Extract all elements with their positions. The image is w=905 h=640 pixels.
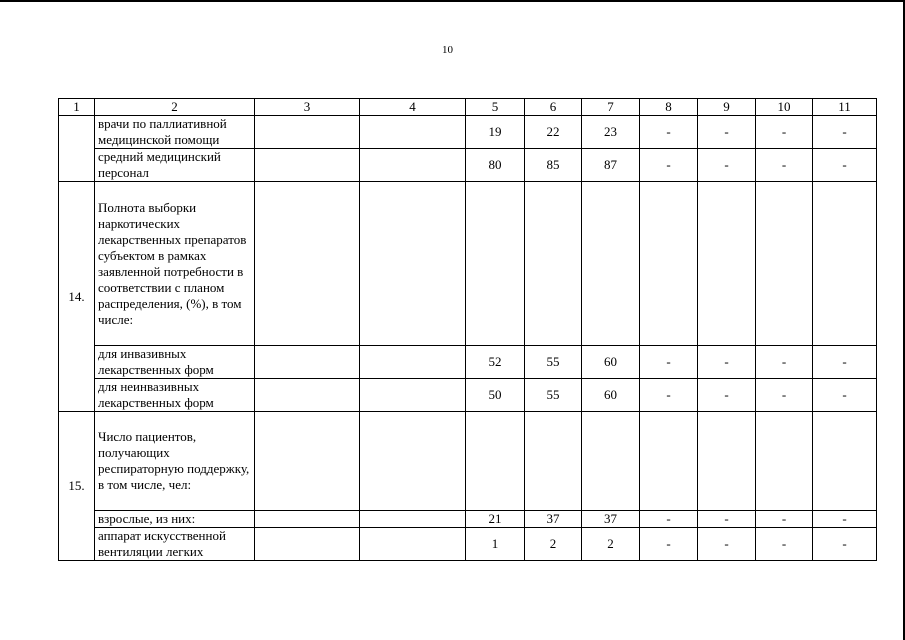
header-cell: 4 <box>360 99 466 116</box>
value-cell: - <box>640 511 698 528</box>
cell <box>813 182 877 346</box>
row-number-cell: 14. <box>59 182 95 412</box>
value-cell: 22 <box>525 116 582 149</box>
cell <box>360 346 466 379</box>
header-cell: 1 <box>59 99 95 116</box>
table-row <box>59 182 877 346</box>
header-cell: 9 <box>698 99 756 116</box>
value-cell: 2 <box>525 528 582 561</box>
cell <box>525 412 582 511</box>
indicator-table <box>58 98 877 561</box>
cell <box>255 379 360 412</box>
value-cell: - <box>813 149 877 182</box>
cell <box>466 182 525 346</box>
cell <box>360 511 466 528</box>
value-cell: 52 <box>466 346 525 379</box>
header-cell: 6 <box>525 99 582 116</box>
cell <box>582 182 640 346</box>
cell <box>582 412 640 511</box>
table-row <box>59 379 877 412</box>
header-cell: 3 <box>255 99 360 116</box>
value-cell: - <box>640 528 698 561</box>
value-cell: 87 <box>582 149 640 182</box>
cell <box>255 346 360 379</box>
value-cell: - <box>813 528 877 561</box>
cell <box>640 412 698 511</box>
value-cell: 80 <box>466 149 525 182</box>
value-cell: - <box>813 379 877 412</box>
value-cell: - <box>813 511 877 528</box>
table-row <box>59 149 877 182</box>
value-cell: - <box>698 116 756 149</box>
value-cell: - <box>756 346 813 379</box>
indicator-label: аппарат искусственной вентиляции легких <box>95 528 255 561</box>
cell <box>360 379 466 412</box>
cell <box>360 149 466 182</box>
table-header-row <box>59 99 877 116</box>
cell <box>255 149 360 182</box>
table-row <box>59 116 877 149</box>
cell <box>360 412 466 511</box>
cell <box>813 412 877 511</box>
value-cell: - <box>813 346 877 379</box>
header-cell: 5 <box>466 99 525 116</box>
table-row <box>59 528 877 561</box>
value-cell: 55 <box>525 379 582 412</box>
cell <box>255 528 360 561</box>
table-row <box>59 511 877 528</box>
cell <box>255 182 360 346</box>
row-number-cell: 15. <box>59 412 95 561</box>
value-cell: - <box>640 149 698 182</box>
indicator-label: Полнота выборки наркотических лекарственных препаратов субъектом в рамках заявленной потребности в соответствии с планом распределения, (%), в том числе: <box>95 182 255 346</box>
cell <box>255 116 360 149</box>
table-row <box>59 412 877 511</box>
value-cell: 2 <box>582 528 640 561</box>
value-cell: 60 <box>582 346 640 379</box>
cell <box>640 182 698 346</box>
value-cell: 85 <box>525 149 582 182</box>
value-cell: - <box>756 149 813 182</box>
indicator-label: для инвазивных лекарственных форм <box>95 346 255 379</box>
cell <box>360 116 466 149</box>
value-cell: - <box>698 511 756 528</box>
value-cell: 37 <box>582 511 640 528</box>
header-cell: 8 <box>640 99 698 116</box>
cell <box>698 412 756 511</box>
scan-top-border <box>0 0 905 2</box>
value-cell: - <box>640 116 698 149</box>
value-cell: 37 <box>525 511 582 528</box>
cell <box>255 511 360 528</box>
value-cell: - <box>698 346 756 379</box>
indicator-label: для неинвазивных лекарственных форм <box>95 379 255 412</box>
value-cell: - <box>698 379 756 412</box>
value-cell: - <box>640 379 698 412</box>
cell <box>756 412 813 511</box>
value-cell: 60 <box>582 379 640 412</box>
value-cell: 1 <box>466 528 525 561</box>
table-row <box>59 346 877 379</box>
cell <box>525 182 582 346</box>
value-cell: 23 <box>582 116 640 149</box>
value-cell: 21 <box>466 511 525 528</box>
value-cell: - <box>813 116 877 149</box>
row-number-cell <box>59 116 95 182</box>
header-cell: 11 <box>813 99 877 116</box>
cell <box>698 182 756 346</box>
value-cell: 19 <box>466 116 525 149</box>
value-cell: - <box>756 116 813 149</box>
cell <box>360 182 466 346</box>
header-cell: 10 <box>756 99 813 116</box>
value-cell: - <box>698 528 756 561</box>
value-cell: - <box>756 528 813 561</box>
value-cell: - <box>698 149 756 182</box>
header-cell: 7 <box>582 99 640 116</box>
indicator-label: врачи по паллиативной медицинской помощи <box>95 116 255 149</box>
cell <box>255 412 360 511</box>
value-cell: - <box>640 346 698 379</box>
cell <box>756 182 813 346</box>
value-cell: 50 <box>466 379 525 412</box>
value-cell: - <box>756 511 813 528</box>
indicator-label: средний медицинский персонал <box>95 149 255 182</box>
header-cell: 2 <box>95 99 255 116</box>
indicator-label: взрослые, из них: <box>95 511 255 528</box>
cell <box>360 528 466 561</box>
cell <box>466 412 525 511</box>
value-cell: 55 <box>525 346 582 379</box>
page-number: 10 <box>442 44 453 56</box>
indicator-label: Число пациентов, получающих респираторную поддержку, в том числе, чел: <box>95 412 255 511</box>
value-cell: - <box>756 379 813 412</box>
